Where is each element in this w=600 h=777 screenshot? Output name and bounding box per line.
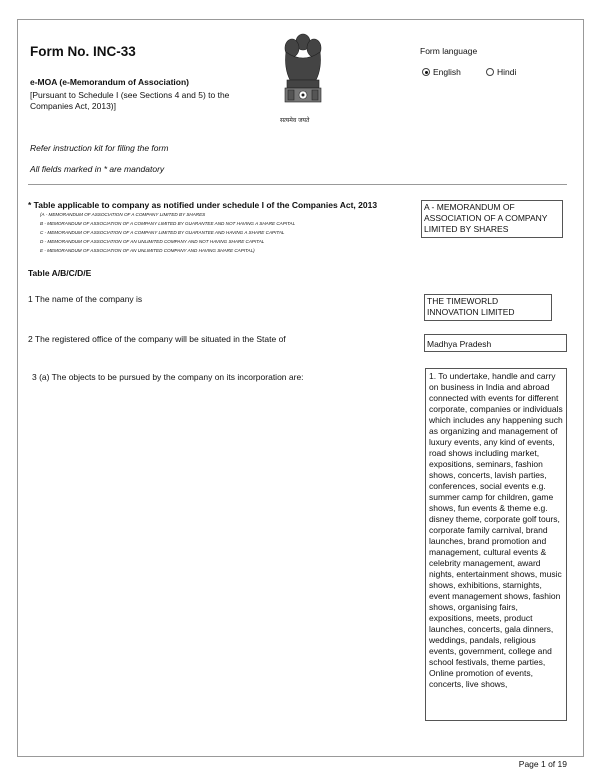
form-number: Form No. INC-33 bbox=[30, 44, 136, 59]
form-subtitle: [Pursuant to Schedule I (see Sections 4 and 5) to the Companies Act, 2013)] bbox=[30, 90, 230, 111]
objects-label: 3 (a) The objects to be pursued by the company on its incorporation are: bbox=[32, 372, 304, 382]
national-emblem-icon bbox=[272, 28, 334, 123]
registered-office-field[interactable]: Madhya Pradesh bbox=[424, 334, 567, 352]
table-applicable-field[interactable]: A - MEMORANDUM OF ASSOCIATION OF A COMPANY LIMITED BY SHARES bbox=[421, 200, 563, 238]
mandatory-note: All fields marked in * are mandatory bbox=[30, 164, 165, 174]
emblem-motto: सत्यमेव जयते bbox=[280, 117, 310, 124]
table-option-c: C - MEMORANDUM OF ASSOCIATION OF A COMPANY LIMITED BY GUARANTEE AND HAVING A SHARE CAPITAL bbox=[40, 230, 285, 235]
company-name-label: 1 The name of the company is bbox=[28, 294, 143, 304]
registered-office-label: 2 The registered office of the company will be situated in the State of bbox=[28, 334, 286, 344]
instruction-kit-note: Refer instruction kit for filing the form bbox=[30, 143, 169, 153]
english-radio[interactable] bbox=[422, 68, 430, 76]
english-label: English bbox=[433, 67, 461, 77]
table-option-a: (A - MEMORANDUM OF ASSOCIATION OF A COMPANY LIMITED BY SHARES bbox=[40, 212, 206, 217]
form-title: e-MOA (e-Memorandum of Association) bbox=[30, 77, 189, 87]
table-option-b: B - MEMORANDUM OF ASSOCIATION OF A COMPANY LIMITED BY GUARANTEE AND NOT HAVING A SHARE CAPITAL bbox=[40, 221, 296, 226]
table-label: Table A/B/C/D/E bbox=[28, 268, 92, 278]
table-option-d: D - MEMORANDUM OF ASSOCIATION OF AN UNLIMITED COMPANY AND NOT HAVING SHARE CAPITAL bbox=[40, 239, 265, 244]
table-option-e: E - MEMORANDUM OF ASSOCIATION OF AN UNLIMITED COMPANY AND HAVING SHARE CAPITAL) bbox=[40, 248, 255, 253]
hindi-label: Hindi bbox=[497, 67, 517, 77]
page-number: Page 1 of 19 bbox=[518, 759, 567, 769]
hindi-radio[interactable] bbox=[486, 68, 494, 76]
table-applicable-label: * Table applicable to company as notified under schedule I of the Companies Act, 2013 bbox=[28, 200, 378, 210]
objects-field[interactable]: 1. To undertake, handle and carry on business in India and abroad connected with events for different corporate, companies or individuals which includes any happening such as organizing and management of luxury events, any kind of events, road shows including market, expositions, seminars, fashion shows, concerts, lavish parties, conferences, social events e.g. summer camp for children, game shows, fun events & theme e.g. disney theme, corporate golf tours, corporate family carnival, brand launches, brand promotion and management, cultural events & celebrity management, award nights, entertainment shows, music shows, exhibitions, starnights, event management shows, fashion shows, organising fairs, expositions, meets, product launches, concerts, gala dinners, weddings, pandals, religious events, government, college and school festivals, theme parties, Online promotion of events, concerts, live shows, bbox=[425, 368, 567, 721]
company-name-field[interactable]: THE TIMEWORLD INNOVATION LIMITED bbox=[424, 294, 552, 321]
form-language-label: Form language bbox=[420, 46, 478, 56]
divider bbox=[28, 184, 567, 185]
